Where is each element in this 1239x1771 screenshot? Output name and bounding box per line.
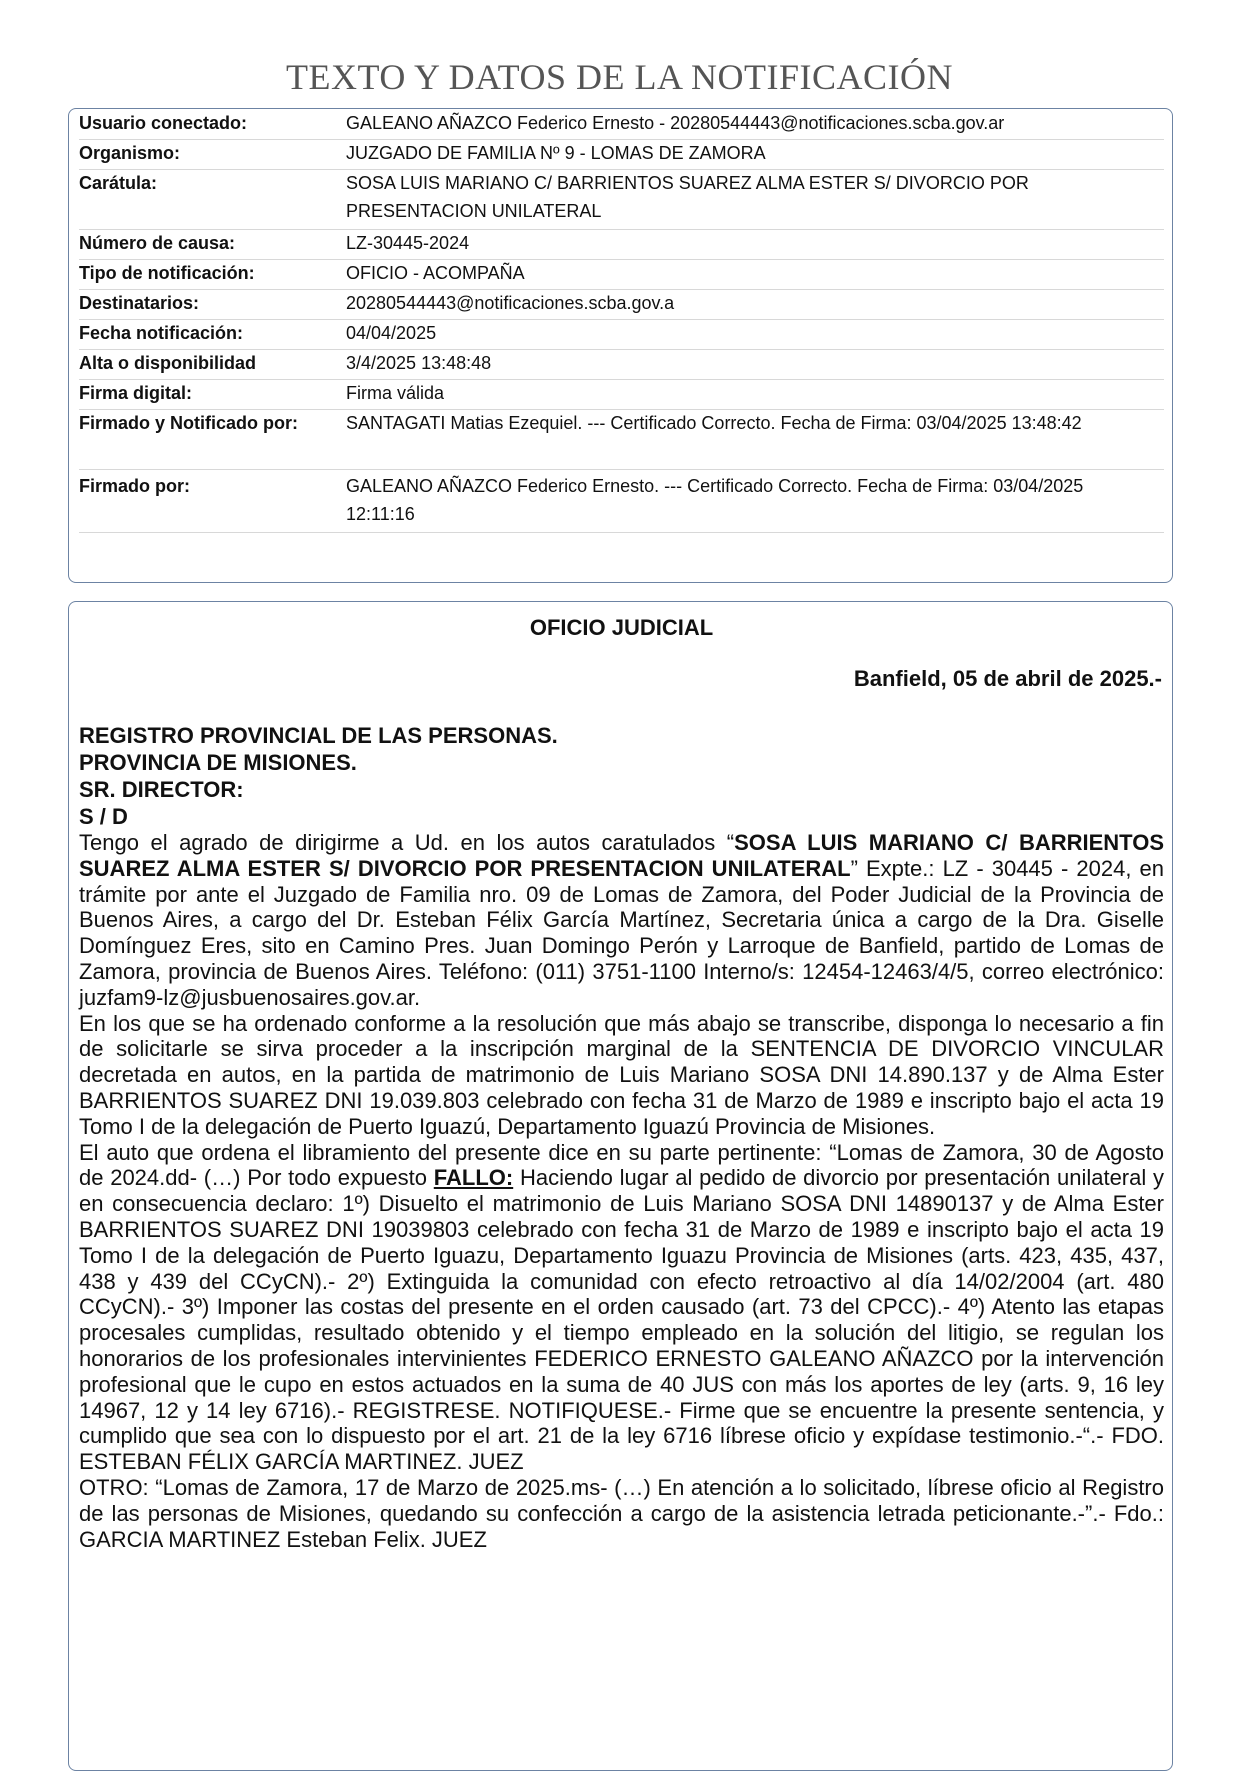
paragraph-otro: OTRO: “Lomas de Zamora, 17 de Marzo de 2025.ms- (…) En atención a lo solicitado, líbrese oficio al Registro de las personas de Misiones, quedando su confección a cargo de la asistencia letrada peticionante.-”.- Fdo.: GARCIA MARTINEZ Esteban Felix. JUEZ [79, 1474, 1164, 1552]
page-title: TEXTO Y DATOS DE LA NOTIFICACIÓN [286, 57, 953, 97]
metadata-label: Usuario conectado: [79, 113, 248, 133]
metadata-label: Carátula: [79, 173, 158, 193]
paragraph-intro [79, 830, 1164, 1011]
metadata-row-numero-causa [79, 229, 1164, 260]
oficio-document [68, 601, 1173, 1771]
fallo-heading: FALLO: [433, 1165, 514, 1191]
metadata-label: Firma digital: [79, 383, 193, 403]
metadata-row-fecha-notificacion [79, 319, 1164, 350]
paragraph-request: En los que se ha ordenado conforme a la resolución que más abajo se transcribe, disponga lo necesario a fin de solicitarle se sirva proceder a la inscripción marginal de la SENTENCIA DE DIVORCIO VINCULAR decretada en autos, en la partida de matrimonio de Luis Mariano SOSA DNI 14.890.137 y de Alma Ester BARRIENTOS SUAREZ DNI 19.039.803 celebrado con fecha 31 de Marzo de 1989 e inscripto bajo el acta 19 Tomo I de la delegación de Puerto Iguazú, Departamento Iguazú Provincia de Misiones. [79, 1010, 1164, 1139]
metadata-value: SOSA LUIS MARIANO C/ BARRIENTOS SUAREZ ALMA ESTER S/ DIVORCIO POR PRESENTACION UNILATERAL [346, 173, 1029, 221]
metadata-row-organismo [79, 139, 1164, 170]
paragraph-text: Tengo el agrado de dirigirme a Ud. en los autos caratulados “ [79, 830, 735, 855]
paragraph-text: El auto que ordena el libramiento del presente dice en su parte pertinente: “Lomas de Zamora, 30 de Agosto de 2024.dd- (…) Por todo expuesto [79, 1139, 1164, 1191]
metadata-label: Tipo de notificación: [79, 263, 255, 283]
metadata-row-caratula [79, 169, 1164, 230]
addressee-block [79, 722, 558, 830]
metadata-value: OFICIO - ACOMPAÑA [346, 263, 525, 283]
metadata-value: 20280544443@notificaciones.scba.gov.a [346, 293, 675, 313]
metadata-label: Alta o disponibilidad [79, 353, 256, 373]
metadata-label: Firmado y Notificado por: [79, 413, 299, 433]
paragraph-text: ” Expte.: LZ - 30445 - 2024, en trámite por ante el Juzgado de Familia nro. 09 de Lomas de Zamora, del Poder Judicial de la Provincia de Buenos Aires, a cargo del Dr. Esteban Félix García Martínez, Secretaria única a cargo de la Dra. Giselle Domínguez Eres, sito en Camino Pres. Juan Domingo Perón y Larroque de Banfield, partido de Lomas de Zamora, provincia de Buenos Aires. Teléfono: (011) 3751-1100 Interno/s: 12454-12463/4/5, correo electrónico: juzfam9-lz@jusbuenosaires.gov.ar. [79, 855, 1164, 1010]
addressee-line: SR. DIRECTOR: [79, 777, 244, 802]
metadata-value: GALEANO AÑAZCO Federico Ernesto - 20280544443@notificaciones.scba.gov.ar [346, 113, 1005, 133]
oficio-title: OFICIO JUDICIAL [529, 615, 714, 640]
case-caption: SOSA LUIS MARIANO C/ BARRIENTOS SUAREZ ALMA ESTER S/ DIVORCIO POR PRESENTACION UNILATERAL [79, 830, 1165, 881]
metadata-label: Organismo: [79, 143, 181, 163]
metadata-value: 3/4/2025 13:48:48 [346, 353, 492, 373]
metadata-value: Firma válida [346, 383, 445, 403]
paragraph-resolution [79, 1140, 1164, 1475]
oficio-body [79, 830, 1164, 1552]
addressee-line: PROVINCIA DE MISIONES. [79, 750, 357, 775]
oficio-date: Banfield, 05 de abril de 2025.- [853, 666, 1162, 691]
addressee-line: REGISTRO PROVINCIAL DE LAS PERSONAS. [79, 723, 558, 748]
metadata-label: Número de causa: [79, 233, 236, 253]
metadata-row-destinatarios [79, 289, 1164, 320]
metadata-row-firmado-notificado [79, 409, 1164, 470]
notification-metadata-table [68, 108, 1173, 583]
metadata-value: GALEANO AÑAZCO Federico Ernesto. --- Certificado Correcto. Fecha de Firma: 03/04/2025 12:11:16 [346, 476, 1084, 524]
metadata-row-usuario [79, 109, 1164, 140]
metadata-row-firmado-por [79, 472, 1164, 533]
metadata-label: Firmado por: [79, 476, 190, 496]
addressee-line: S / D [79, 804, 128, 829]
metadata-value: JUZGADO DE FAMILIA Nº 9 - LOMAS DE ZAMORA [346, 143, 766, 163]
metadata-value: SANTAGATI Matias Ezequiel. --- Certificado Correcto. Fecha de Firma: 03/04/2025 13:48:42 [346, 413, 1082, 433]
metadata-value: LZ-30445-2024 [346, 233, 470, 253]
metadata-row-tipo-notificacion [79, 259, 1164, 290]
paragraph-text: Haciendo lugar al pedido de divorcio por presentación unilateral y en consecuencia declaro: 1º) Disuelto el matrimonio de Luis Mariano SOSA DNI 14890137 y de Alma Ester BARRIENTOS SUAREZ DNI 19039803 celebrado con fecha 31 de Marzo de 1989 e inscripto bajo el acta 19 Tomo I de la delegación de Puerto Iguazu, Departamento Iguazu Provincia de Misiones (arts. 423, 435, 437, 438 y 439 del CCyCN).- 2º) Extinguida la comunidad con efecto retroactivo al día 14/02/2004 (art. 480 CCyCN).- 3º) Imponer las costas del presente en el orden causado (art. 73 del CPCC).- 4º) Atento las etapas procesales cumplidas, resultado obtenido y el tiempo empleado en la solución del litigio, se regulan los honorarios de los profesionales intervinientes FEDERICO ERNESTO GALEANO AÑAZCO por la intervención profesional que le cupo en estos actuados en la suma de 40 JUS con más los aportes de ley (arts. 9, 16 ley 14967, 12 y 14 ley 6716).- REGISTRESE. NOTIFIQUESE.- Firme que se encuentre la presente sentencia, y cumplido que sea con lo dispuesto por el art. 21 de la ley 6716 líbrese oficio y expídase testimonio.-“.- FDO. ESTEBAN FÉLIX GARCÍA MARTINEZ. JUEZ [79, 1165, 1164, 1475]
metadata-row-alta [79, 349, 1164, 380]
metadata-value: 04/04/2025 [346, 323, 437, 343]
metadata-label: Fecha notificación: [79, 323, 244, 343]
metadata-row-firma-digital [79, 379, 1164, 410]
metadata-label: Destinatarios: [79, 293, 200, 313]
